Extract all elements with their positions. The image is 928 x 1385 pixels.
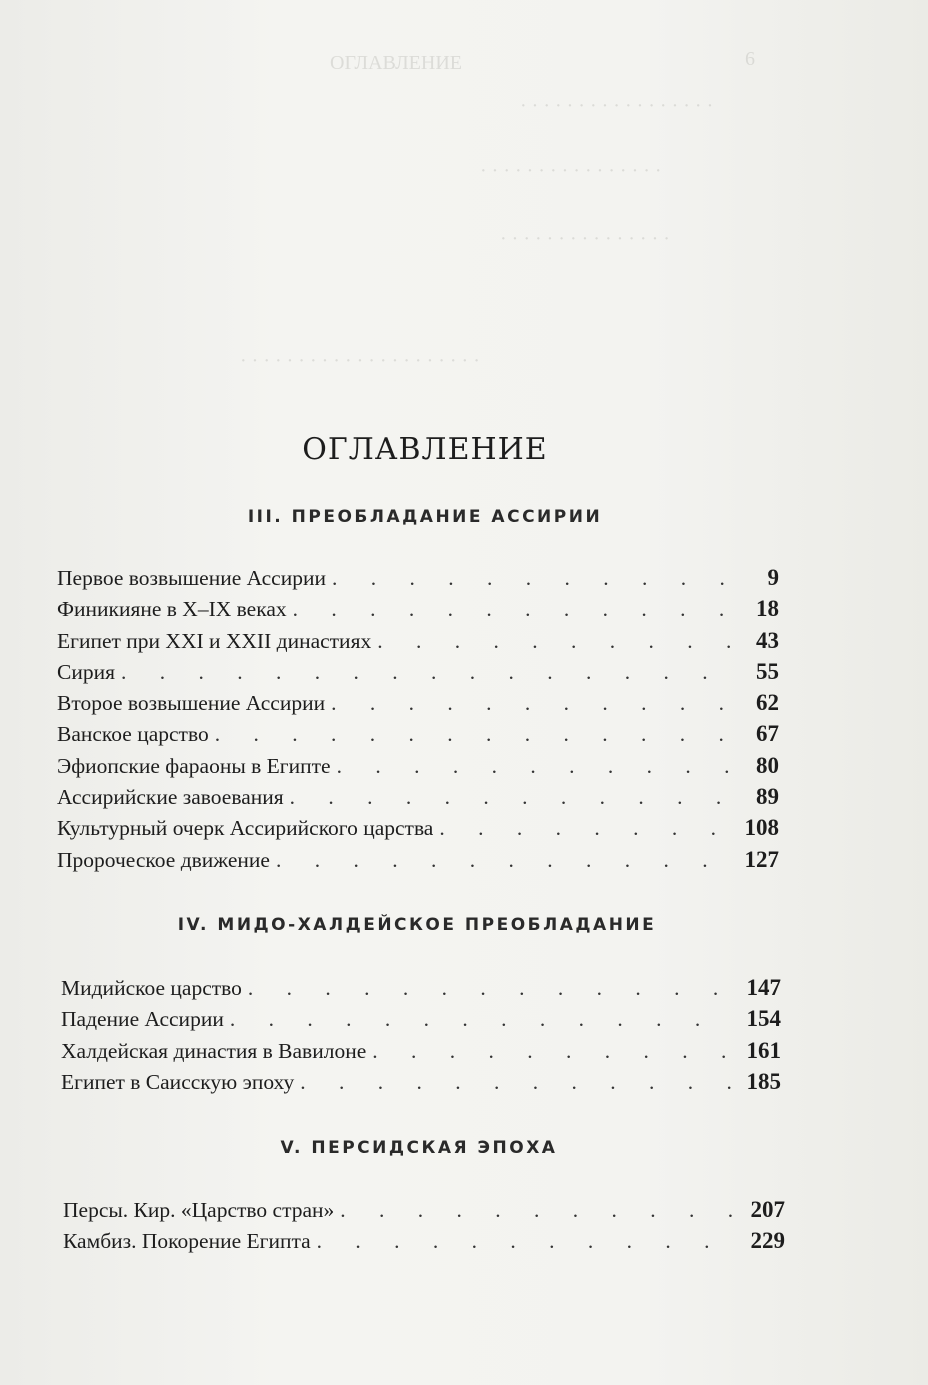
leader-dots — [371, 629, 733, 654]
leader-dots — [284, 785, 733, 810]
toc-entry[interactable] — [63, 1197, 785, 1228]
toc-list — [61, 975, 781, 1100]
toc-list — [63, 1197, 785, 1260]
section-heading: IV. МИДО-ХАЛДЕЙСКОЕ ПРЕОБЛАДАНИЕ — [177, 915, 657, 935]
leader-dots — [311, 1229, 739, 1254]
entry-title: Ванское царство — [57, 722, 209, 747]
page-number: 108 — [744, 815, 779, 841]
toc-list — [57, 565, 779, 878]
page-number: 154 — [746, 1006, 781, 1032]
page-number: 127 — [744, 846, 779, 872]
toc-entry[interactable] — [57, 815, 779, 846]
toc-entry[interactable] — [57, 690, 779, 721]
toc-entry[interactable] — [57, 784, 779, 815]
page-number: 89 — [756, 784, 779, 810]
ghost-text: · · · · · · · · · · · · · · · · · · · · · — [240, 350, 480, 372]
entry-title: Египет в Саисскую эпоху — [61, 1069, 295, 1094]
leader-dots — [326, 566, 733, 591]
toc-entry[interactable] — [57, 596, 779, 627]
leader-dots — [270, 848, 733, 873]
entry-title: Падение Ассирии — [61, 1007, 224, 1032]
ghost-text: · · · · · · · · · · · · · · · — [500, 228, 670, 250]
entry-title: Пророческое движение — [57, 847, 270, 872]
ghost-text: 6 — [745, 48, 755, 70]
toc-entry[interactable] — [57, 628, 779, 659]
toc-entry[interactable] — [61, 1069, 781, 1100]
page-number: 229 — [750, 1228, 785, 1254]
section-heading: V. ПЕРСИДСКАЯ ЭПОХА — [280, 1138, 558, 1158]
ghost-text: ОГЛАВЛЕНИЕ — [330, 52, 462, 74]
toc-entry[interactable] — [63, 1228, 785, 1259]
leader-dots — [334, 1198, 739, 1223]
page-number: 185 — [746, 1068, 781, 1094]
leader-dots — [294, 1070, 735, 1095]
entry-title: Эфиопские фараоны в Египте — [57, 753, 331, 778]
leader-dots — [209, 722, 733, 747]
toc-entry[interactable] — [57, 721, 779, 752]
leader-dots — [325, 691, 733, 716]
toc-entry[interactable] — [57, 659, 779, 690]
page-number: 67 — [756, 721, 779, 747]
entry-title: Мидийское царство — [61, 976, 242, 1000]
entry-title: Культурный очерк Ассирийского царства — [57, 816, 434, 841]
page-number: 55 — [756, 658, 779, 684]
ghost-text: · · · · · · · · · · · · · · · · · — [520, 95, 714, 117]
entry-title: Второе возвышение Ассирии — [57, 691, 326, 716]
leader-dots — [115, 660, 733, 685]
page-number: 9 — [767, 565, 779, 590]
entry-title: Финикияне в X–IX веках — [57, 597, 287, 622]
toc-entry[interactable] — [57, 847, 779, 878]
entry-title: Камбиз. Покорение Египта — [63, 1229, 311, 1254]
entry-title: Сирия — [57, 659, 115, 684]
page-number: 161 — [746, 1037, 781, 1063]
entry-title: Египет при XXI и XXII династиях — [57, 628, 372, 653]
leader-dots — [366, 1039, 735, 1064]
page-number: 62 — [756, 690, 779, 716]
leader-dots — [224, 1007, 735, 1032]
page-number: 43 — [756, 627, 779, 653]
ghost-text: · · · · · · · · · · · · · · · · — [480, 160, 662, 182]
leader-dots — [287, 597, 733, 622]
page-number: 80 — [756, 752, 779, 778]
entry-title: Первое возвышение Ассирии — [57, 566, 326, 590]
leader-dots — [242, 976, 735, 1001]
page-title: ОГЛАВЛЕНИЕ — [302, 432, 548, 467]
entry-title: Ассирийские завоевания — [57, 785, 284, 810]
page-number: 18 — [756, 596, 779, 622]
section-heading: III. ПРЕОБЛАДАНИЕ АССИРИИ — [247, 507, 603, 527]
leader-dots — [331, 754, 733, 779]
toc-entry[interactable] — [61, 1038, 781, 1069]
page-number: 207 — [750, 1197, 785, 1222]
leader-dots — [433, 816, 733, 841]
toc-entry[interactable] — [61, 1006, 781, 1037]
toc-entry[interactable] — [61, 975, 781, 1006]
entry-title: Персы. Кир. «Царство стран» — [63, 1198, 335, 1222]
page-number: 147 — [746, 975, 781, 1000]
toc-entry[interactable] — [57, 753, 779, 784]
toc-entry[interactable] — [57, 565, 779, 596]
entry-title: Халдейская династия в Вавилоне — [61, 1038, 367, 1063]
